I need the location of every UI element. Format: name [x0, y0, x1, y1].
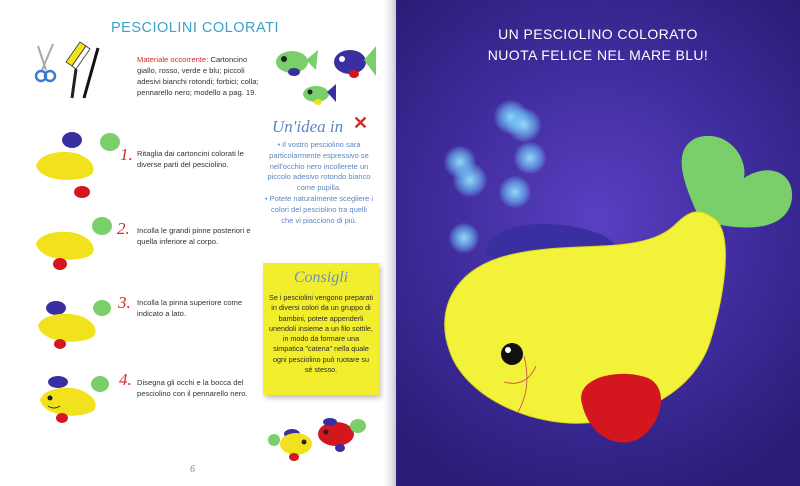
- idea-item: • Il vostro pesciolino sarà particolarmente espressivo se nell'occhio nero incollerete un piccolo adesivo rotondo bianco come pupilla.: [267, 140, 371, 193]
- materials-label: Materiale occorrente:: [137, 55, 209, 64]
- right-page-headline: [396, 24, 800, 66]
- step-number: 2.: [117, 219, 130, 238]
- idea-item: • Potete naturalmente scegliere i colori del pesciolino tra quelli che vi piacciono di più.: [264, 193, 374, 225]
- x-mark-icon: ✕: [353, 113, 369, 133]
- right-page: [396, 0, 800, 486]
- headline-line-1: UN PESCIOLINO COLORATO: [498, 26, 698, 42]
- step-text: Ritaglia dai cartoncini colorati le diverse parti del pesciolino.: [137, 149, 244, 169]
- consigli-text: Se i pesciolini vengono preparati in diversi colori da un gruppo di bambini, potete appenderli unendoli insieme a un filo sottile, in modo da formare una simpatica "catena" nella quale ogni pesciolino può ruotare su sé stesso.: [269, 293, 373, 375]
- consigli-note: [263, 263, 379, 395]
- step-number: 3.: [118, 293, 131, 312]
- step-text: Incolla le grandi pinne posteriori e quella inferiore al corpo.: [137, 226, 251, 246]
- step-number: 1.: [120, 145, 133, 164]
- fish-figure-green: [276, 50, 318, 76]
- book-spine: [384, 0, 396, 486]
- marker-icon: [84, 48, 98, 98]
- fish-eye: [501, 343, 523, 365]
- materials-paragraph: [137, 54, 267, 98]
- page-number: 6: [190, 464, 195, 475]
- materials-text: Cartoncino giallo, rosso, verde e blu; piccoli adesivi bianchi rotondi; forbici; colla; pennarello nero; modello a pag. 19.: [137, 55, 259, 97]
- headline-line-2: NUOTA FELICE NEL MARE BLU!: [487, 47, 709, 63]
- fish-eye-highlight: [505, 347, 511, 353]
- step2-illustration: [32, 216, 122, 272]
- big-fish-illustration: [426, 120, 800, 456]
- step4-illustration: [36, 372, 116, 428]
- fish-group-illustration: [270, 40, 382, 108]
- fish-pair-illustration: [268, 412, 372, 464]
- fish-figure-yellow: [268, 429, 312, 461]
- craft-tools-illustration: [28, 40, 112, 102]
- consigli-title: Consigli: [293, 269, 349, 286]
- step1-illustration: [30, 128, 122, 200]
- step-text: Incolla la pinna superiore come indicato a lato.: [137, 298, 243, 318]
- fish-figure-small: [303, 84, 336, 105]
- idea-list: [264, 140, 374, 226]
- step-number: 4.: [119, 370, 132, 389]
- scissors-icon: [36, 44, 55, 81]
- step-text: Disegna gli occhi e la bocca del pesciolino con il pennarello nero.: [137, 378, 248, 398]
- fish-pectoral-fin: [581, 374, 661, 443]
- fish-figure-blue: [334, 46, 376, 78]
- fish-figure-red: [318, 418, 366, 452]
- idea-title: Un'idea in: [272, 117, 344, 136]
- step3-illustration: [34, 296, 124, 352]
- page-title: PESCIOLINI COLORATI: [111, 20, 279, 36]
- left-page: [0, 0, 390, 486]
